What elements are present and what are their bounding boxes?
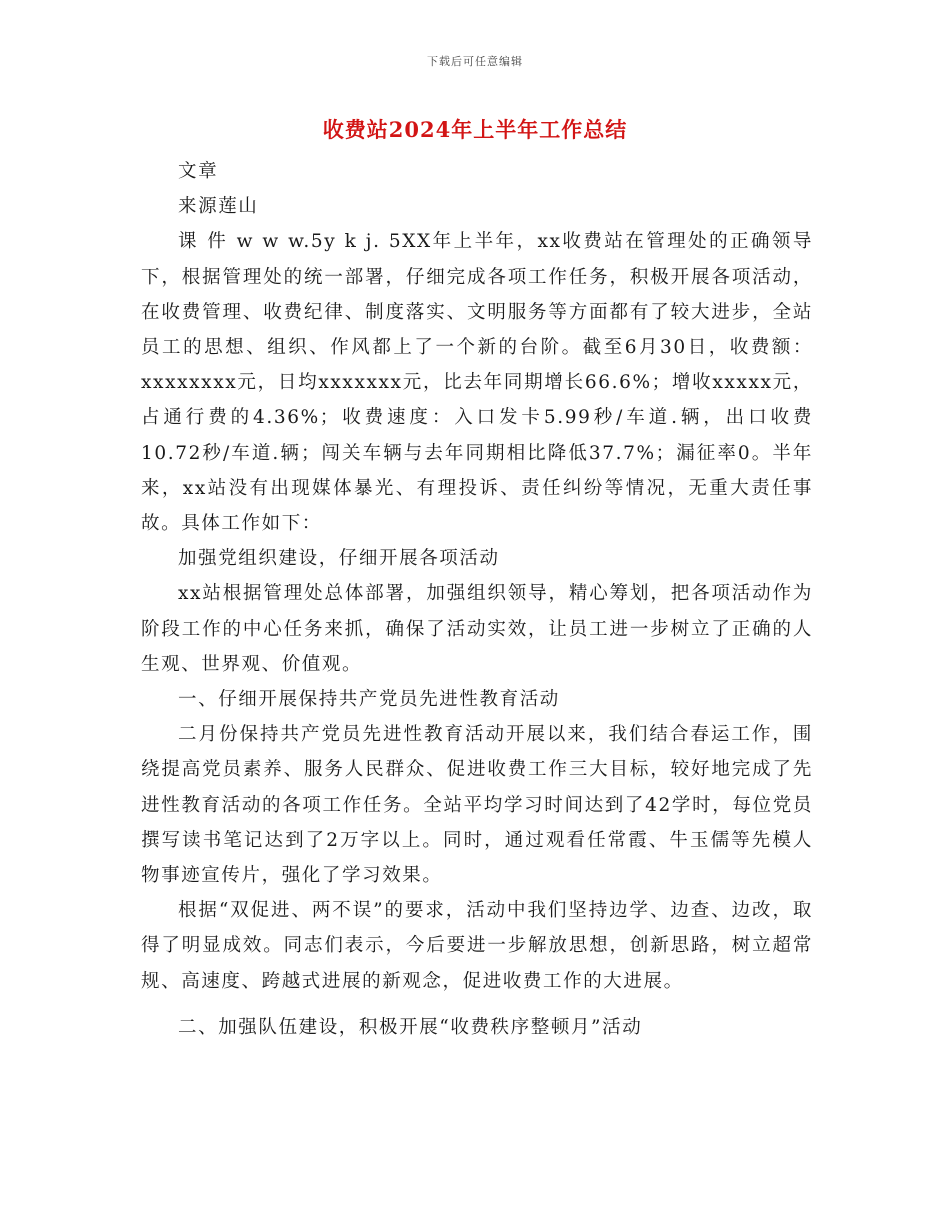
section-heading: 加强党组织建设，仔细开展各项活动 bbox=[178, 548, 500, 570]
document-title: 收费站2024年上半年工作总结 bbox=[322, 117, 628, 142]
paragraph-section-body: xx站根据管理处总体部署，加强组织领导，精心筹划，把各项活动作为阶段工作的中心任务来抓，确保了活动实效，让员工进一步树立了正确的人生观、世界观、价值观。 bbox=[141, 583, 813, 675]
paragraph-intro: 课 件 w w w.5y k j. 5XX年上半年，xx收费站在管理处的正确领导下，根据管理处的统一部署，仔细完成各项工作任务，积极开展各项活动，在收费管理、收费纪律、制度落实、文明服务等方面都有了较大进步，全站员工的思想、组织、作风都上了一个新的台阶。截至6月30日，收费额：xxxxxxxx元，日均xxxxxxx元，比去年同期增长66.6%；增收xxxxx元，占通行费的4.36%；收费速度：入口发卡5.99秒/车道.辆，出口收费10.72秒/车道.辆；闯关车辆与去年同期相比降低37.7%；漏征率0。半年来，xx站没有出现媒体暴光、有理投诉、责任纠纷等情况，无重大责任事故。具体工作如下： bbox=[141, 231, 813, 535]
document-body bbox=[141, 154, 813, 1045]
paragraph-education: 二月份保持共产党员先进性教育活动开展以来，我们结合春运工作，围绕提高党员素养、服务人民群众、促进收费工作三大目标，较好地完成了先进性教育活动的各项工作任务。全站平均学习时间达到了42学时，每位党员撰写读书笔记达到了2万字以上。同时，通过观看任常霞、牛玉儒等先模人物事迹宣传片，强化了学习效果。 bbox=[141, 724, 813, 887]
paragraph-requirements: 根据“双促进、两不误”的要求，活动中我们坚持边学、边查、边改，取得了明显成效。同志们表示，今后要进一步解放思想，创新思路，树立超常规、高速度、跨越式进展的新观念，促进收费工作的大进展。 bbox=[141, 900, 813, 992]
subsection-heading-2: 二、加强队伍建设，积极开展“收费秩序整顿月”活动 bbox=[178, 1016, 643, 1038]
header-note: 下载后可任意编辑 bbox=[427, 55, 523, 68]
paragraph-source: 来源莲山 bbox=[178, 196, 259, 218]
paragraph-article: 文章 bbox=[178, 161, 219, 182]
subsection-heading-1: 一、仔细开展保持共产党员先进性教育活动 bbox=[178, 689, 560, 711]
